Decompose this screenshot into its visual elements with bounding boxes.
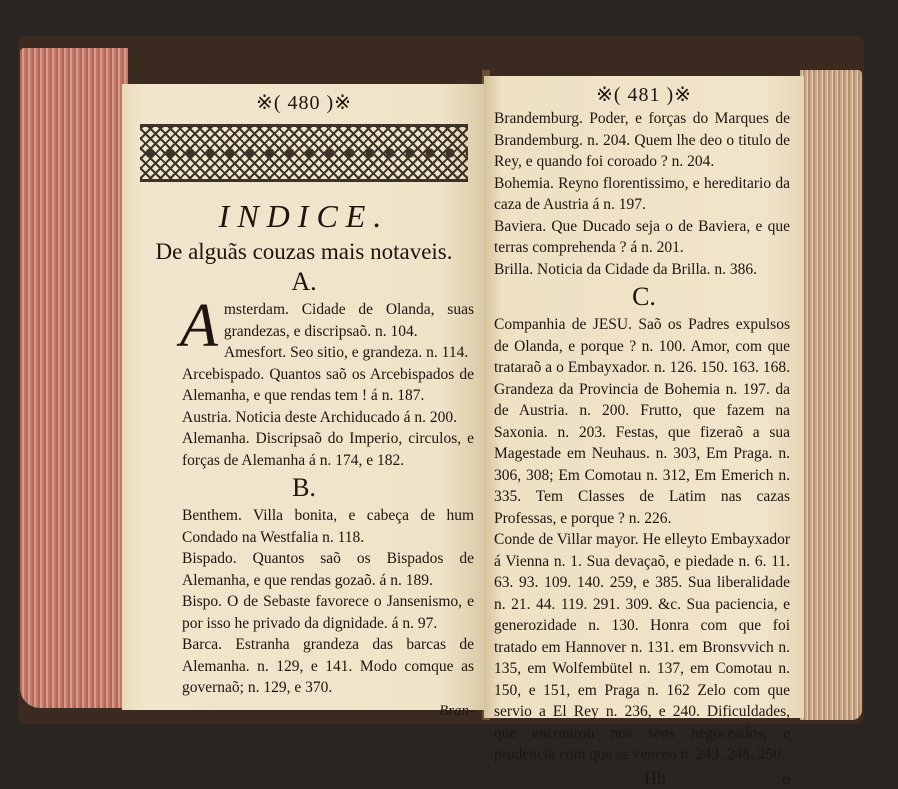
index-title: INDICE. (218, 198, 390, 234)
decorative-headpiece (140, 124, 468, 182)
index-entries-c (484, 314, 804, 766)
index-entry: Barca. Estranha grandeza das barcas de Alemanha. n. 129, e 141. Modo comque as governaõ; n. 129, e 370. (182, 636, 474, 696)
index-entry: Benthem. Villa bonita, e cabeça de hum Condado na Westfalia n. 118. (182, 507, 474, 546)
index-entry: Brilla. Noticia da Cidade da Brilla. n. 386. (494, 260, 758, 278)
index-entry: Bohemia. Reyno florentissimo, e hereditario da caza de Austria á n. 197. (494, 174, 790, 213)
index-entry: Baviera. Que Ducado seja o de Baviera, e que terras comprehenda ? á n. 201. (494, 217, 790, 256)
index-entries-b-cont (484, 108, 804, 280)
index-entries-b (122, 505, 486, 699)
page-edges-right (800, 70, 862, 720)
page-edges-left (20, 48, 128, 708)
index-entry: Bispo. O de Sebaste favorece o Jansenismo, e por isso he privado da dignidade. á n. 97. (182, 593, 474, 632)
index-entry: Austria. Noticia deste Archiducado á n. 200. (182, 408, 458, 426)
drop-cap: A (180, 292, 218, 360)
index-entries-a (122, 292, 486, 471)
page-number: ※( 480 )※ (256, 92, 352, 114)
section-heading-a: A. (291, 267, 317, 296)
page-number: ※( 481 )※ (596, 84, 692, 106)
index-entry: Alemanha. Discripsaõ do Imperio, circulos, e forças de Alemanha á n. 174, e 182. (182, 430, 474, 469)
index-entry: Bispado. Quantos saõ os Bispados de Alemanha, e que rendas gozaõ. á n. 189. (182, 550, 474, 589)
left-page (122, 84, 486, 719)
index-entry: Conde de Villar mayor. He elleyto Embayxador á Vienna n. 1. Sua devaçaõ, e piedade n. 6. 11. 63. 93. 109. 140. 259, e 385. Sua liberalidade n. 21. 44. 119. 291. 309. &c. Sua paciencia, e generozidade n. 130. Honra com que foi tratado em Hannover n. 131. em Bronsvvich n. 135, em Wolfembütel n. 137, em Comotau n. 150, e 151, em Praga n. 162 Zelo com que servio a El Rey n. 236, e 240. Dificuldades, que encontrou nos seos negoceados, e prudencia com que as venceo n. 243. 248. 250. (494, 531, 790, 763)
index-entry: A msterdam. Cidade de Olanda, suas grandezas, e discripsaõ. n. 104. (180, 292, 474, 360)
index-entry: Companhia de JESU. Saõ os Padres expulsos de Olanda, e porque ? n. 100. Amor, com que trataraõ a o Embayxador. n. 126. 150. 163. 168. Grandeza da Provincia de Bohemia n. 197. da de Austria. n. 200. Frutto, que fazem na Saxonia. n. 203. Festas, que fizeraõ a sua Magestade em Neuhaus. n. 303, Em Praga. n. 306, 308; Em Comotau n. 312, Em Emerich n. 335. Tem Classes de Latim nas cazas Professas, e porque ? n. 226. (494, 316, 790, 527)
catchword: e (782, 767, 790, 788)
index-subtitle: De alguãs couzas mais notaveis. (155, 239, 453, 264)
section-heading-b: B. (292, 473, 316, 502)
index-entry: Brandemburg. Poder, e forças do Marques de Brandemburg. n. 204. Quem lhe deo o titulo de Rey, e quando foi coroado ? n. 204. (494, 110, 790, 170)
signature-mark: Hh (644, 767, 666, 788)
right-page (484, 76, 804, 788)
index-entry: Arcebispado. Quantos saõ os Arcebispados de Alemanha, e que rendas tem ! á n. 187. (182, 365, 474, 404)
signature-line (484, 766, 804, 789)
catchword: Bran- (439, 702, 474, 719)
section-heading-c: C. (632, 282, 656, 311)
index-entry: Amesfort. Seo sitio, e grandeza. n. 114. (223, 344, 469, 361)
